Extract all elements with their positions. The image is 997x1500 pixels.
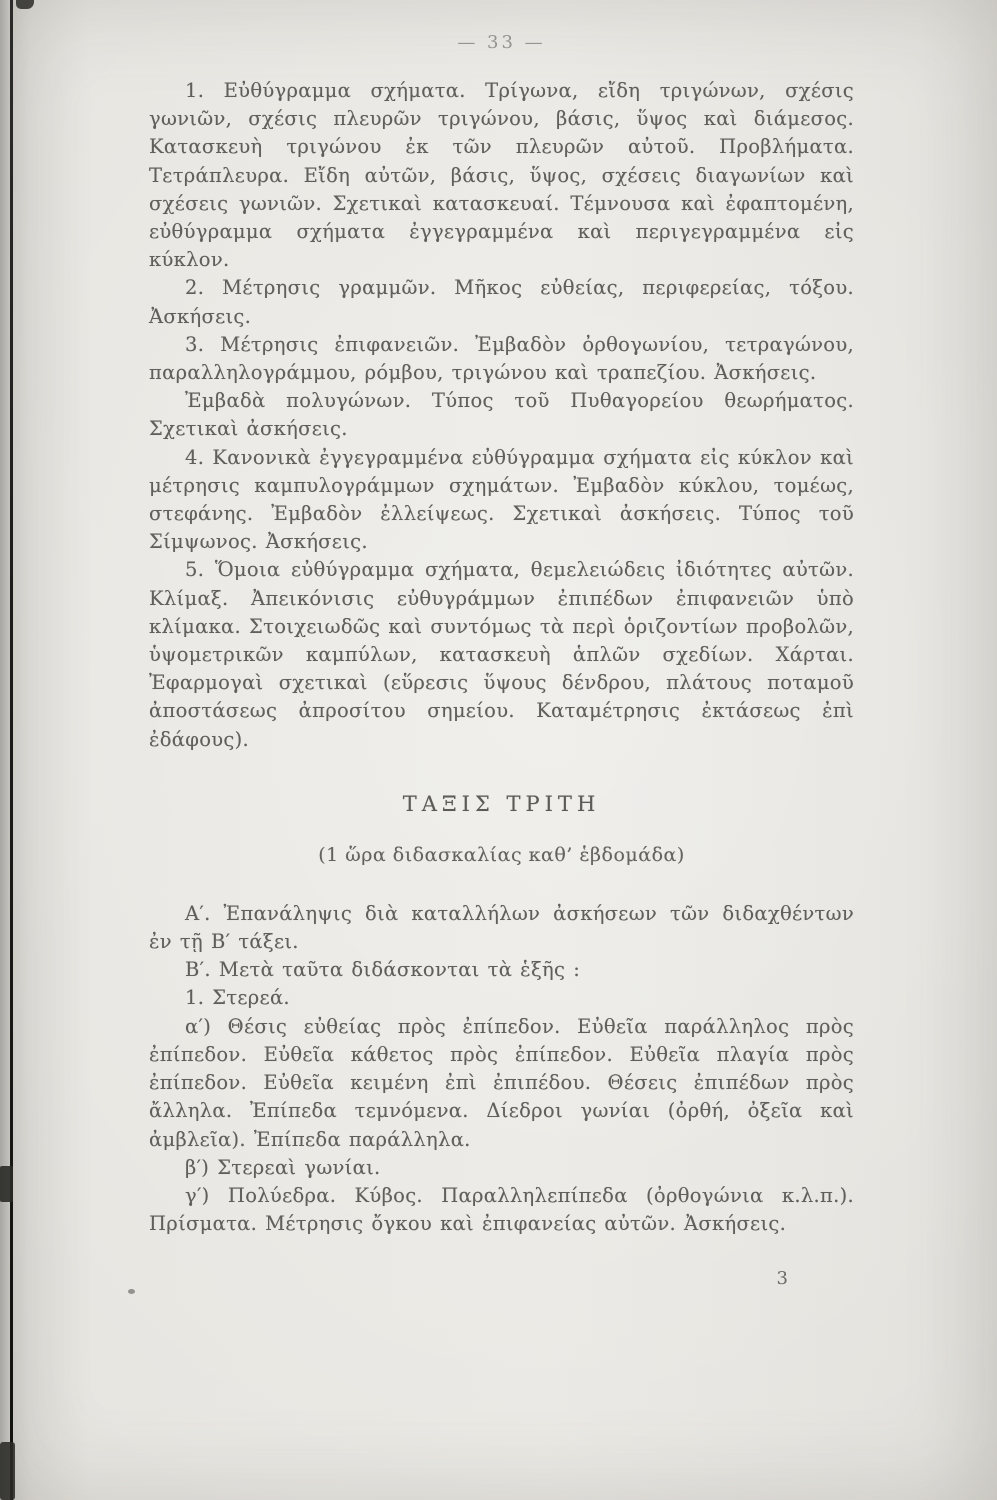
section-body (149, 900, 854, 1238)
paragraph-6: 5. Ὅμοια εὐθύγραμμα σχήματα, θεμελειώδεις ἰδιότητες αὐτῶν. Κλίμαξ. Ἀπεικόνισις εὐθυγράμμων ἐπιπέδων ἐπιφανειῶν ὑπὸ κλίμακα. Στοιχειωδῶς καὶ συντόμως τὰ περὶ ὁριζοντίων προβολῶν, ὑψομετρικῶν καμπύλων, κατασκευὴ ἁπλῶν σχεδίων. Χάρται. Ἐφαρμογαὶ σχετικαὶ (εὕρεσις ὕψους δένδρου, πλάτους ποταμοῦ ἀποστάσεως ἀπροσίτου σημείου. Καταμέτρησις ἐκτάσεως ἐπὶ ἐδάφους). (149, 558, 854, 751)
paragraph-alpha: Α′. Ἐπανάληψις διὰ καταλλήλων ἀσκήσεων τῶν διδαχθέντων ἐν τῇ Β′ τάξει. (149, 901, 854, 954)
paragraph-3: 3. Μέτρησις ἐπιφανειῶν. Ἐμβαδὸν ὀρθογωνίου, τετραγώνου, παραλληλογράμμου, ρόμβου, τριγώνου καὶ τραπεζίου. Ἀσκήσεις. (149, 332, 854, 385)
page-text-block (149, 32, 854, 1289)
paragraph-beta: Β′. Μετὰ ταῦτα διδάσκονται τὰ ἑξῆς : (185, 958, 581, 982)
paragraph-2: 2. Μέτρησις γραμμῶν. Μῆκος εὐθείας, περιφερείας, τόξου. Ἀσκήσεις. (149, 276, 854, 328)
scan-artifact (128, 1289, 135, 1294)
scan-artifact (0, 1166, 13, 1202)
paragraph-4: Ἐμβαδὰ πολυγώνων. Τύπος τοῦ Πυθαγορείου θεωρήματος. Σχετικαὶ ἀσκήσεις. (149, 389, 854, 441)
page-number-bottom: 3 (776, 1268, 788, 1290)
paragraph-item-b: β′) Στερεαὶ γωνίαι. (185, 1155, 381, 1179)
paragraph-item-a: α′) Θέσις εὐθείας πρὸς ἐπίπεδον. Εὐθεῖα παράλληλος πρὸς ἐπίπεδον. Εὐθεῖα κάθετος πρὸς ἐπίπεδον. Εὐθεῖα πλαγία πρὸς ἐπίπεδον. Εὐθεῖα κειμένη ἐπὶ ἐπιπέδου. Θέσεις ἐπιπέδων πρὸς ἄλληλα. Ἐπίπεδα τεμνόμενα. Δίεδροι γωνίαι (ὀρθή, ὀξεῖα καὶ ἀμβλεῖα). Ἐπίπεδα παράλληλα. (149, 1014, 854, 1151)
binding-edge-line (10, 0, 13, 1500)
paragraph-sterea: 1. Στερεά. (185, 986, 290, 1010)
paragraph-1: 1. Εὐθύγραμμα σχήματα. Τρίγωνα, εἴδη τριγώνων, σχέσις γωνιῶν, σχέσις πλευρῶν τριγώνου, βάσις, ὕψος καὶ διάμεσος. Κατασκευὴ τριγώνου ἐκ τῶν πλευρῶν αὐτοῦ. Προβλήματα. Τετράπλευρα. Εἴδη αὐτῶν, βάσις, ὕψος, σχέσεις διαγωνίων καὶ σχέσεις γωνιῶν. Σχετικαὶ κατασκευαί. Τέμνουσα καὶ ἐφαπτομένη, εὐθύγραμμα σχήματα ἐγγεγραμμένα καὶ περιγεγραμμένα εἰς κύκλον. (149, 79, 854, 272)
paragraph-5: 4. Κανονικὰ ἐγγεγραμμένα εὐθύγραμμα σχήματα εἰς κύκλον καὶ μέτρησις καμπυλογράμμων σχημάτων. Ἐμβαδὸν κύκλου, τομέως, στεφάνης. Ἐμβαδὸν ἐλλείψεως. Σχετικαὶ ἀσκήσεις. Τύπος τοῦ Σίμψωνος. Ἀσκήσεις. (149, 445, 854, 554)
binding-edge-shade (0, 0, 10, 1500)
scan-artifact (0, 1442, 15, 1500)
scan-artifact (16, 0, 34, 9)
page-number-top: — 33 — (457, 32, 546, 53)
section-subtitle: (1 ὥρα διδασκαλίας καθ’ ἑβδομάδα) (318, 843, 685, 866)
paragraph-item-c: γ′) Πολύεδρα. Κύβος. Παραλληλεπίπεδα (ὀρθογώνια κ.λ.π.). Πρίσματα. Μέτρησις ὄγκου καὶ ἐπιφανείας αὐτῶν. Ἀσκήσεις. (149, 1183, 854, 1236)
section-title: ΤΑΞΙΣ ΤΡΙΤΗ (402, 791, 601, 816)
